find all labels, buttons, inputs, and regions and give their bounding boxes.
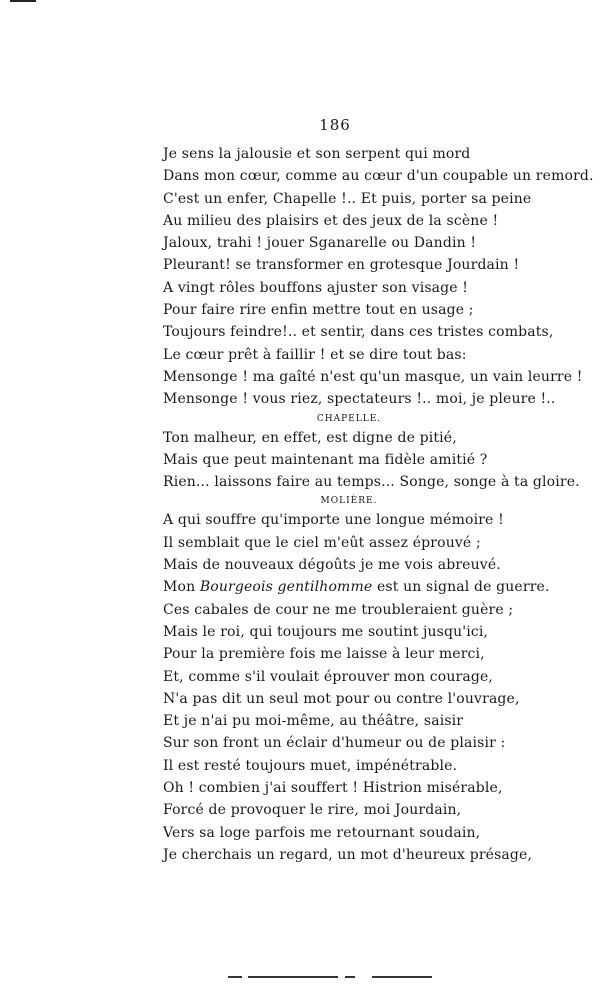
verse-line: N'a pas dit un seul mot pour ou contre l'ouvrage, — [163, 690, 520, 707]
verse-line: Mais de nouveaux dégoûts je me vois abreuvé. — [163, 557, 501, 574]
verse-line: Mensonge ! vous riez, spectateurs !.. moi, je pleure !.. — [163, 391, 556, 408]
verse-line: Oh ! combien j'ai souffert ! Histrion misérable, — [163, 780, 503, 797]
verse-line: Mais que peut maintenant ma fidèle amitié ? — [163, 451, 488, 468]
verse-line: Rien... laissons faire au temps... Songe, songe à ta gloire. — [163, 474, 580, 491]
verse-line: Jaloux, trahi ! jouer Sganarelle ou Dandin ! — [163, 235, 477, 252]
verse-line: Au milieu des plaisirs et des jeux de la scène ! — [163, 212, 499, 229]
speaker-name-moliere: MOLIÈRE. — [320, 496, 378, 507]
line-text-after: est un signal de guerre. — [372, 579, 550, 596]
verse-line: Vers sa loge parfois me retournant soudain, — [163, 824, 481, 841]
verse-line: Mais le roi, qui toujours me soutint jusqu'ici, — [163, 623, 489, 640]
verse-line: Dans mon cœur, comme au cœur d'un coupable un remord. — [163, 168, 594, 185]
verse-line: Il semblait que le ciel m'eût assez éprouvé ; — [163, 534, 481, 551]
bottom-rule — [248, 976, 338, 978]
speaker-name-chapelle: CHAPELLE. — [316, 413, 382, 424]
verse-line: Et je n'ai pu moi-même, au théâtre, saisir — [163, 713, 464, 730]
corner-mark — [10, 0, 36, 2]
verse-line-bourgeois — [163, 576, 550, 598]
bottom-rule — [228, 976, 242, 978]
verse-line: Pour la première fois me laisse à leur merci, — [163, 646, 485, 663]
verse-line: A vingt rôles bouffons ajuster son visage ! — [163, 279, 469, 296]
verse-line: Ces cabales de cour ne me troubleraient guère ; — [163, 601, 514, 618]
verse-line: Mensonge ! ma gaîté n'est qu'un masque, un vain leurre ! — [163, 368, 583, 385]
verse-line: Pour faire rire enfin mettre tout en usage ; — [163, 302, 474, 319]
verse-line: Je cherchais un regard, un mot d'heureux présage, — [163, 846, 533, 863]
verse-line: Forcé de provoquer le rire, moi Jourdain, — [163, 802, 462, 819]
verse-line: Ton malheur, en effet, est digne de pitié, — [163, 429, 457, 446]
verse-line: Je sens la jalousie et son serpent qui mord — [163, 146, 471, 162]
line-text-before: Mon — [163, 579, 200, 596]
verse-line: A qui souffre qu'importe une longue mémoire ! — [163, 512, 504, 529]
bottom-rule — [345, 976, 355, 978]
verse-line: Le cœur prêt à faillir ! et se dire tout bas: — [163, 346, 467, 363]
verse-line: Et, comme s'il voulait éprouver mon courage, — [163, 668, 493, 685]
play-title-italic: Bourgeois gentilhomme — [199, 579, 373, 596]
verse-line: Pleurant! se transformer en grotesque Jourdain ! — [163, 257, 520, 274]
bottom-rule — [372, 976, 432, 978]
verse-text — [163, 143, 594, 866]
page-number: 186 — [319, 116, 351, 134]
verse-line: Il est resté toujours muet, impénétrable. — [163, 757, 458, 774]
verse-line: Sur son front un éclair d'humeur ou de plaisir : — [163, 735, 506, 752]
verse-line: C'est un enfer, Chapelle !.. Et puis, porter sa peine — [163, 190, 532, 207]
verse-line: Toujours feindre!.. et sentir, dans ces tristes combats, — [163, 324, 554, 341]
